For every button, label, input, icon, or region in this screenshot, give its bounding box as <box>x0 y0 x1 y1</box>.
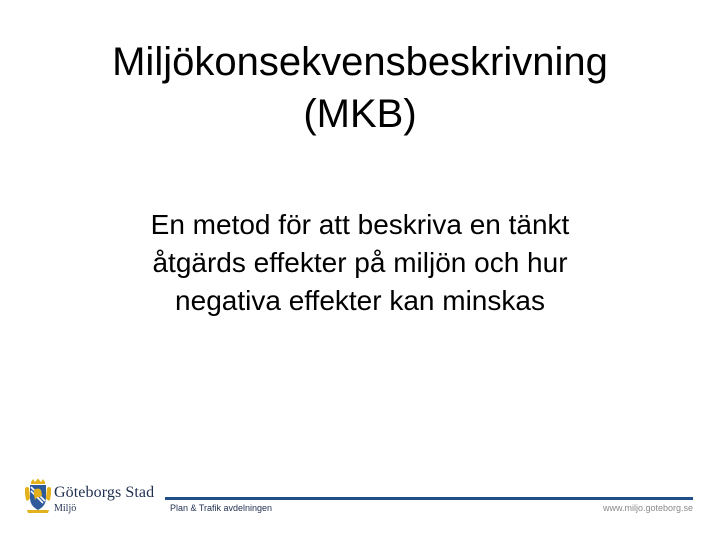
city-coat-of-arms-icon <box>24 478 52 516</box>
body-line-2: åtgärds effekter på miljön och hur <box>152 247 568 278</box>
slide-title-line-2: (MKB) <box>303 92 417 136</box>
slide-body <box>80 206 640 320</box>
footer-divider <box>165 497 693 500</box>
body-line-1: En metod för att beskriva en tänkt <box>150 209 570 240</box>
logo-name: Göteborgs Stad <box>54 484 155 501</box>
footer-website: www.miljo.goteborg.se <box>602 503 693 513</box>
logo-subtitle: Miljö <box>54 503 77 514</box>
body-line-3: negativa effekter kan minskas <box>175 285 545 316</box>
goteborg-logo <box>24 478 184 518</box>
footer-department: Plan & Trafik avdelningen <box>170 503 273 513</box>
slide-title-line-1: Miljökonsekvensbeskrivning <box>112 40 608 84</box>
slide-title <box>60 36 660 140</box>
